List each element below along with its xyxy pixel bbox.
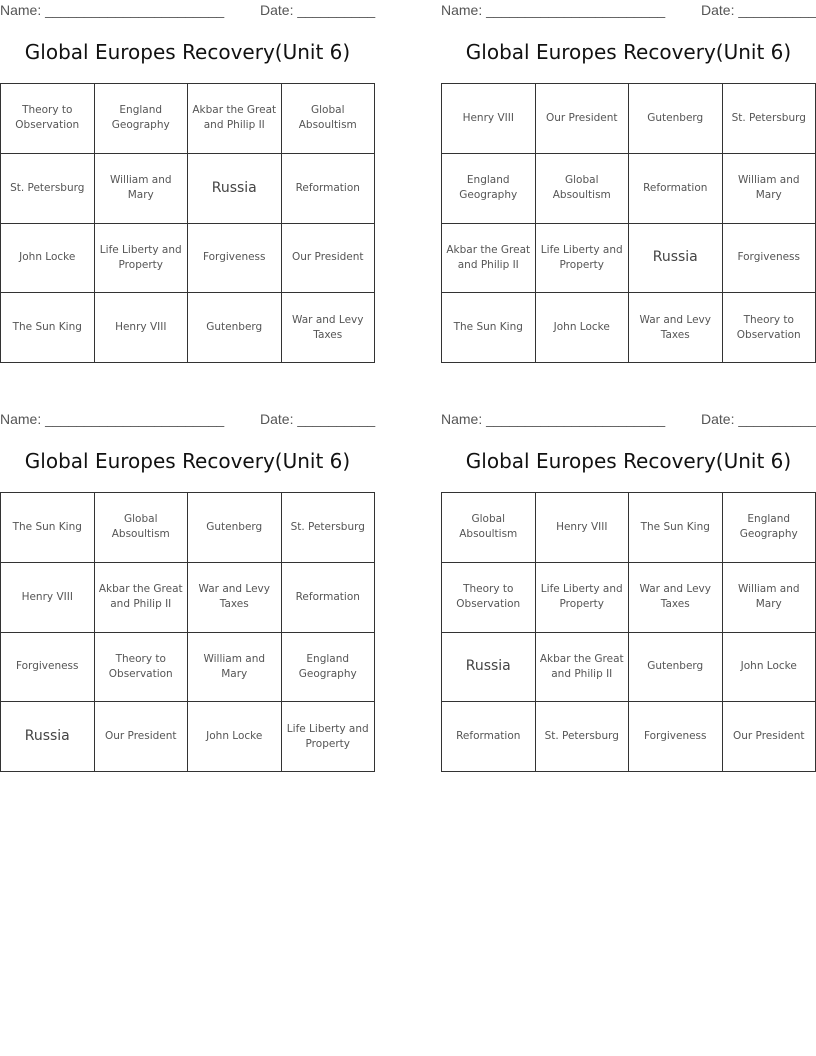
name-date-line [441, 2, 816, 20]
date-label: Date: __________ [701, 411, 816, 427]
bingo-cell: Life Liberty and Property [282, 702, 376, 772]
bingo-cell: Russia [1, 702, 95, 772]
bingo-cell: Forgiveness [1, 633, 95, 703]
bingo-cell: Our President [723, 702, 816, 772]
bingo-cell: Henry VIII [442, 84, 536, 154]
name-label: Name: _______________________ [441, 411, 666, 427]
bingo-cell: The Sun King [1, 493, 95, 563]
bingo-cell: Henry VIII [536, 493, 630, 563]
bingo-cell: Global Absoultism [536, 154, 630, 224]
card-title: Global Europes Recovery(Unit 6) [24, 40, 351, 64]
bingo-cell: The Sun King [442, 293, 536, 363]
bingo-cell: Akbar the Great and Philip II [188, 84, 282, 154]
bingo-cell: Theory to Observation [95, 633, 189, 703]
bingo-grid [0, 492, 375, 772]
bingo-cell: War and Levy Taxes [282, 293, 376, 363]
bingo-cell: Russia [629, 224, 723, 294]
bingo-cell: War and Levy Taxes [629, 293, 723, 363]
bingo-cell: Reformation [282, 154, 376, 224]
bingo-cell: William and Mary [723, 563, 816, 633]
bingo-cell: Our President [95, 702, 189, 772]
bingo-cell: John Locke [536, 293, 630, 363]
bingo-cell: Gutenberg [629, 84, 723, 154]
bingo-cell: Forgiveness [723, 224, 816, 294]
bingo-cell: John Locke [188, 702, 282, 772]
bingo-cell: Global Absoultism [442, 493, 536, 563]
bingo-cell: The Sun King [1, 293, 95, 363]
card-title: Global Europes Recovery(Unit 6) [24, 449, 351, 473]
bingo-cell: St. Petersburg [1, 154, 95, 224]
bingo-cell: John Locke [723, 633, 816, 703]
bingo-cell: England Geography [95, 84, 189, 154]
bingo-cell: Henry VIII [1, 563, 95, 633]
bingo-cell: England Geography [282, 633, 376, 703]
name-label: Name: _______________________ [0, 411, 225, 427]
bingo-cell: Theory to Observation [1, 84, 95, 154]
card-title: Global Europes Recovery(Unit 6) [465, 40, 792, 64]
bingo-cell: St. Petersburg [723, 84, 816, 154]
bingo-cell: Theory to Observation [723, 293, 816, 363]
name-date-line [0, 411, 375, 429]
date-label: Date: __________ [260, 2, 376, 18]
bingo-cell: Russia [188, 154, 282, 224]
bingo-cell: Akbar the Great and Philip II [95, 563, 189, 633]
bingo-cell: Reformation [442, 702, 536, 772]
bingo-cell: St. Petersburg [282, 493, 376, 563]
bingo-cell: William and Mary [188, 633, 282, 703]
bingo-grid [441, 492, 816, 772]
name-date-line [441, 411, 816, 429]
bingo-cell: Gutenberg [188, 293, 282, 363]
bingo-cell: Reformation [282, 563, 376, 633]
bingo-cell: William and Mary [95, 154, 189, 224]
bingo-grid [0, 83, 375, 363]
bingo-cell: The Sun King [629, 493, 723, 563]
bingo-cell: England Geography [442, 154, 536, 224]
bingo-cell: Forgiveness [188, 224, 282, 294]
name-date-line [0, 2, 375, 20]
bingo-cell: Life Liberty and Property [536, 224, 630, 294]
bingo-cell: Gutenberg [188, 493, 282, 563]
bingo-cell: William and Mary [723, 154, 816, 224]
bingo-cell: Gutenberg [629, 633, 723, 703]
name-label: Name: _______________________ [0, 2, 225, 18]
bingo-cell: Theory to Observation [442, 563, 536, 633]
bingo-cell: Our President [536, 84, 630, 154]
bingo-cell: Life Liberty and Property [95, 224, 189, 294]
date-label: Date: __________ [701, 2, 816, 18]
bingo-cell: St. Petersburg [536, 702, 630, 772]
date-label: Date: __________ [260, 411, 376, 427]
bingo-grid [441, 83, 816, 363]
card-title: Global Europes Recovery(Unit 6) [465, 449, 792, 473]
bingo-cell: Henry VIII [95, 293, 189, 363]
bingo-cell: War and Levy Taxes [188, 563, 282, 633]
bingo-cell: Our President [282, 224, 376, 294]
name-label: Name: _______________________ [441, 2, 666, 18]
bingo-cell: Akbar the Great and Philip II [536, 633, 630, 703]
bingo-cell: Akbar the Great and Philip II [442, 224, 536, 294]
bingo-cell: War and Levy Taxes [629, 563, 723, 633]
bingo-cell: Global Absoultism [282, 84, 376, 154]
bingo-cell: England Geography [723, 493, 816, 563]
bingo-cell: John Locke [1, 224, 95, 294]
bingo-cell: Global Absoultism [95, 493, 189, 563]
bingo-cell: Russia [442, 633, 536, 703]
bingo-cell: Life Liberty and Property [536, 563, 630, 633]
bingo-cell: Forgiveness [629, 702, 723, 772]
bingo-cell: Reformation [629, 154, 723, 224]
